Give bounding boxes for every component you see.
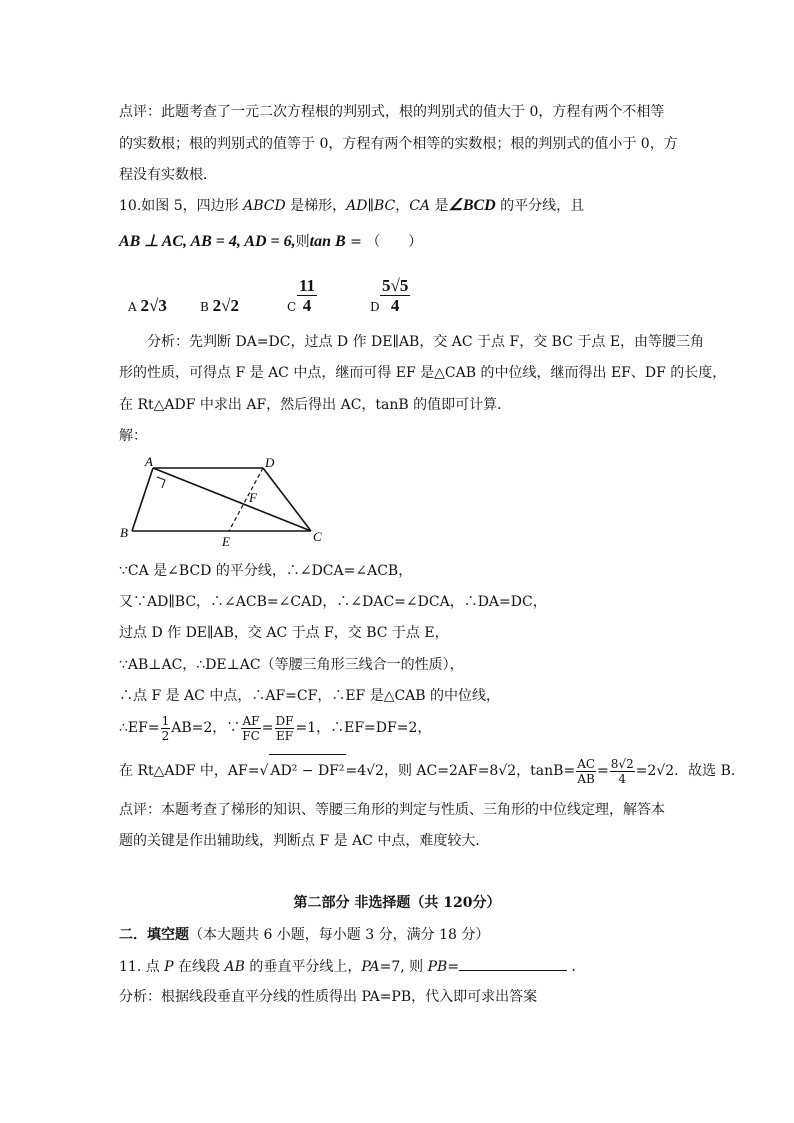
comment-q9-line3: 程没有实数根． <box>119 167 217 183</box>
comment-q10-line2: 题的关键是作出辅助线，判断点 F 是 AC 中点，难度较大． <box>119 833 490 849</box>
label-e: E <box>222 534 230 549</box>
step-5: ∴点 F 是 AC 中点，∴AF=CF，∴EF 是△CAB 的中位线， <box>119 688 501 704</box>
segment-ab <box>132 468 153 531</box>
fraction-ac-ab: $\frac{AC}{AB}$ <box>577 756 596 786</box>
label-f: F <box>249 490 257 505</box>
label-d: D <box>265 455 275 470</box>
step-7: 在 Rt△ADF 中，AF=√ AD² − DF²=4√2，则 AC=2AF=8√2，tanB= $\frac{AC}{AB}$ = $\frac{8√2}{4}$ =2√2．故选 B． <box>119 754 745 787</box>
label-b: B <box>120 525 128 540</box>
analysis-line2: 形的性质，可得点 F 是 AC 中点，继而可得 EF 是△CAB 的中位线，继而得出 EF、DF 的长度， <box>119 365 727 381</box>
part2-heading: 第二部分 非选择题（共 120分） <box>293 895 501 911</box>
q10-condition: AB ⊥ AC, AB = 4, AD = 6,则tan B = （ ） <box>119 233 423 250</box>
comment-q9-line2: 的实数根；根的判别式的值等于 0，方程有两个相等的实数根；根的判别式的值小于 0，方 <box>119 136 678 152</box>
comment-q10-line1: 点评：本题考查了梯形的知识、等腰三角形的判定与性质、三角形的中位线定理，解答本 <box>119 802 665 818</box>
option-b: B 2√2 <box>200 296 239 315</box>
step-2: 又∵AD∥BC，∴∠ACB=∠CAD，∴∠DAC=∠DCA，∴DA=DC， <box>119 594 547 610</box>
solution-label: 解： <box>119 428 147 444</box>
comment-q9-line1: 点评：此题考查了一元二次方程根的判别式，根的判别式的值大于 0，方程有两个不相等 <box>119 104 665 120</box>
option-a-value: 2√3 <box>140 296 167 315</box>
step-1: ∵CA 是∠BCD 的平分线，∴∠DCA=∠ACB， <box>119 563 413 579</box>
option-c-fraction: $\frac{11}{4}$ <box>299 276 316 315</box>
trapezoid-figure <box>115 452 335 552</box>
radical-expression: AD² − DF² <box>269 754 345 787</box>
analysis-line3: 在 Rt△ADF 中求出 AF，然后得出 AC，tanB 的值即可计算． <box>119 397 512 413</box>
section-heading: 二．填空题（本大题共 6 小题，每小题 3 分，满分 18 分） <box>119 927 490 943</box>
option-b-value: 2√2 <box>212 296 239 315</box>
option-d-fraction: $\frac{5√5}{4}$ <box>382 276 409 315</box>
answer-blank[interactable] <box>459 956 567 971</box>
q11-stem: 11. 点 P 在线段 AB 的垂直平分线上，PA=7, 则 PB= ． <box>119 956 586 977</box>
option-a: A 2√3 <box>128 296 167 315</box>
fraction-8root2-4: $\frac{8√2}{4}$ <box>610 756 634 786</box>
right-angle-mark <box>157 477 165 488</box>
step-3: 过点 D 作 DE∥AB，交 AC 于点 F，交 BC 于点 E， <box>119 625 449 641</box>
label-c: C <box>313 529 322 544</box>
fraction-half: $\frac{1}{2}$ <box>161 713 170 743</box>
fraction-df-ef: $\frac{DF}{EF}$ <box>275 713 294 743</box>
analysis-line1: 分析：先判断 DA=DC，过点 D 作 DE∥AB，交 AC 于点 F，交 BC 于点 E，由等腰三角 <box>147 334 705 350</box>
q11-analysis: 分析：根据线段垂直平分线的性质得出 PA=PB，代入即可求出答案 <box>119 989 538 1005</box>
fraction-af-fc: $\frac{AF}{FC}$ <box>242 713 260 743</box>
label-a: A <box>145 454 153 469</box>
step-6: ∴EF= $\frac{1}{2}$ AB=2，∵ $\frac{AF}{FC}$ = $\frac{DF}{EF}$ =1，∴EF=DF=2， <box>119 713 432 743</box>
step-4: ∵AB⊥AC，∴DE⊥AC（等腰三角形三线合一的性质）， <box>119 657 464 673</box>
option-d-letter: D <box>370 300 380 314</box>
q10-stem: 10.如图 5，四边形 ABCD 是梯形，AD∥BC，CA 是∠BCD 的平分线，且 <box>119 197 585 214</box>
option-c-letter: C <box>287 300 297 314</box>
